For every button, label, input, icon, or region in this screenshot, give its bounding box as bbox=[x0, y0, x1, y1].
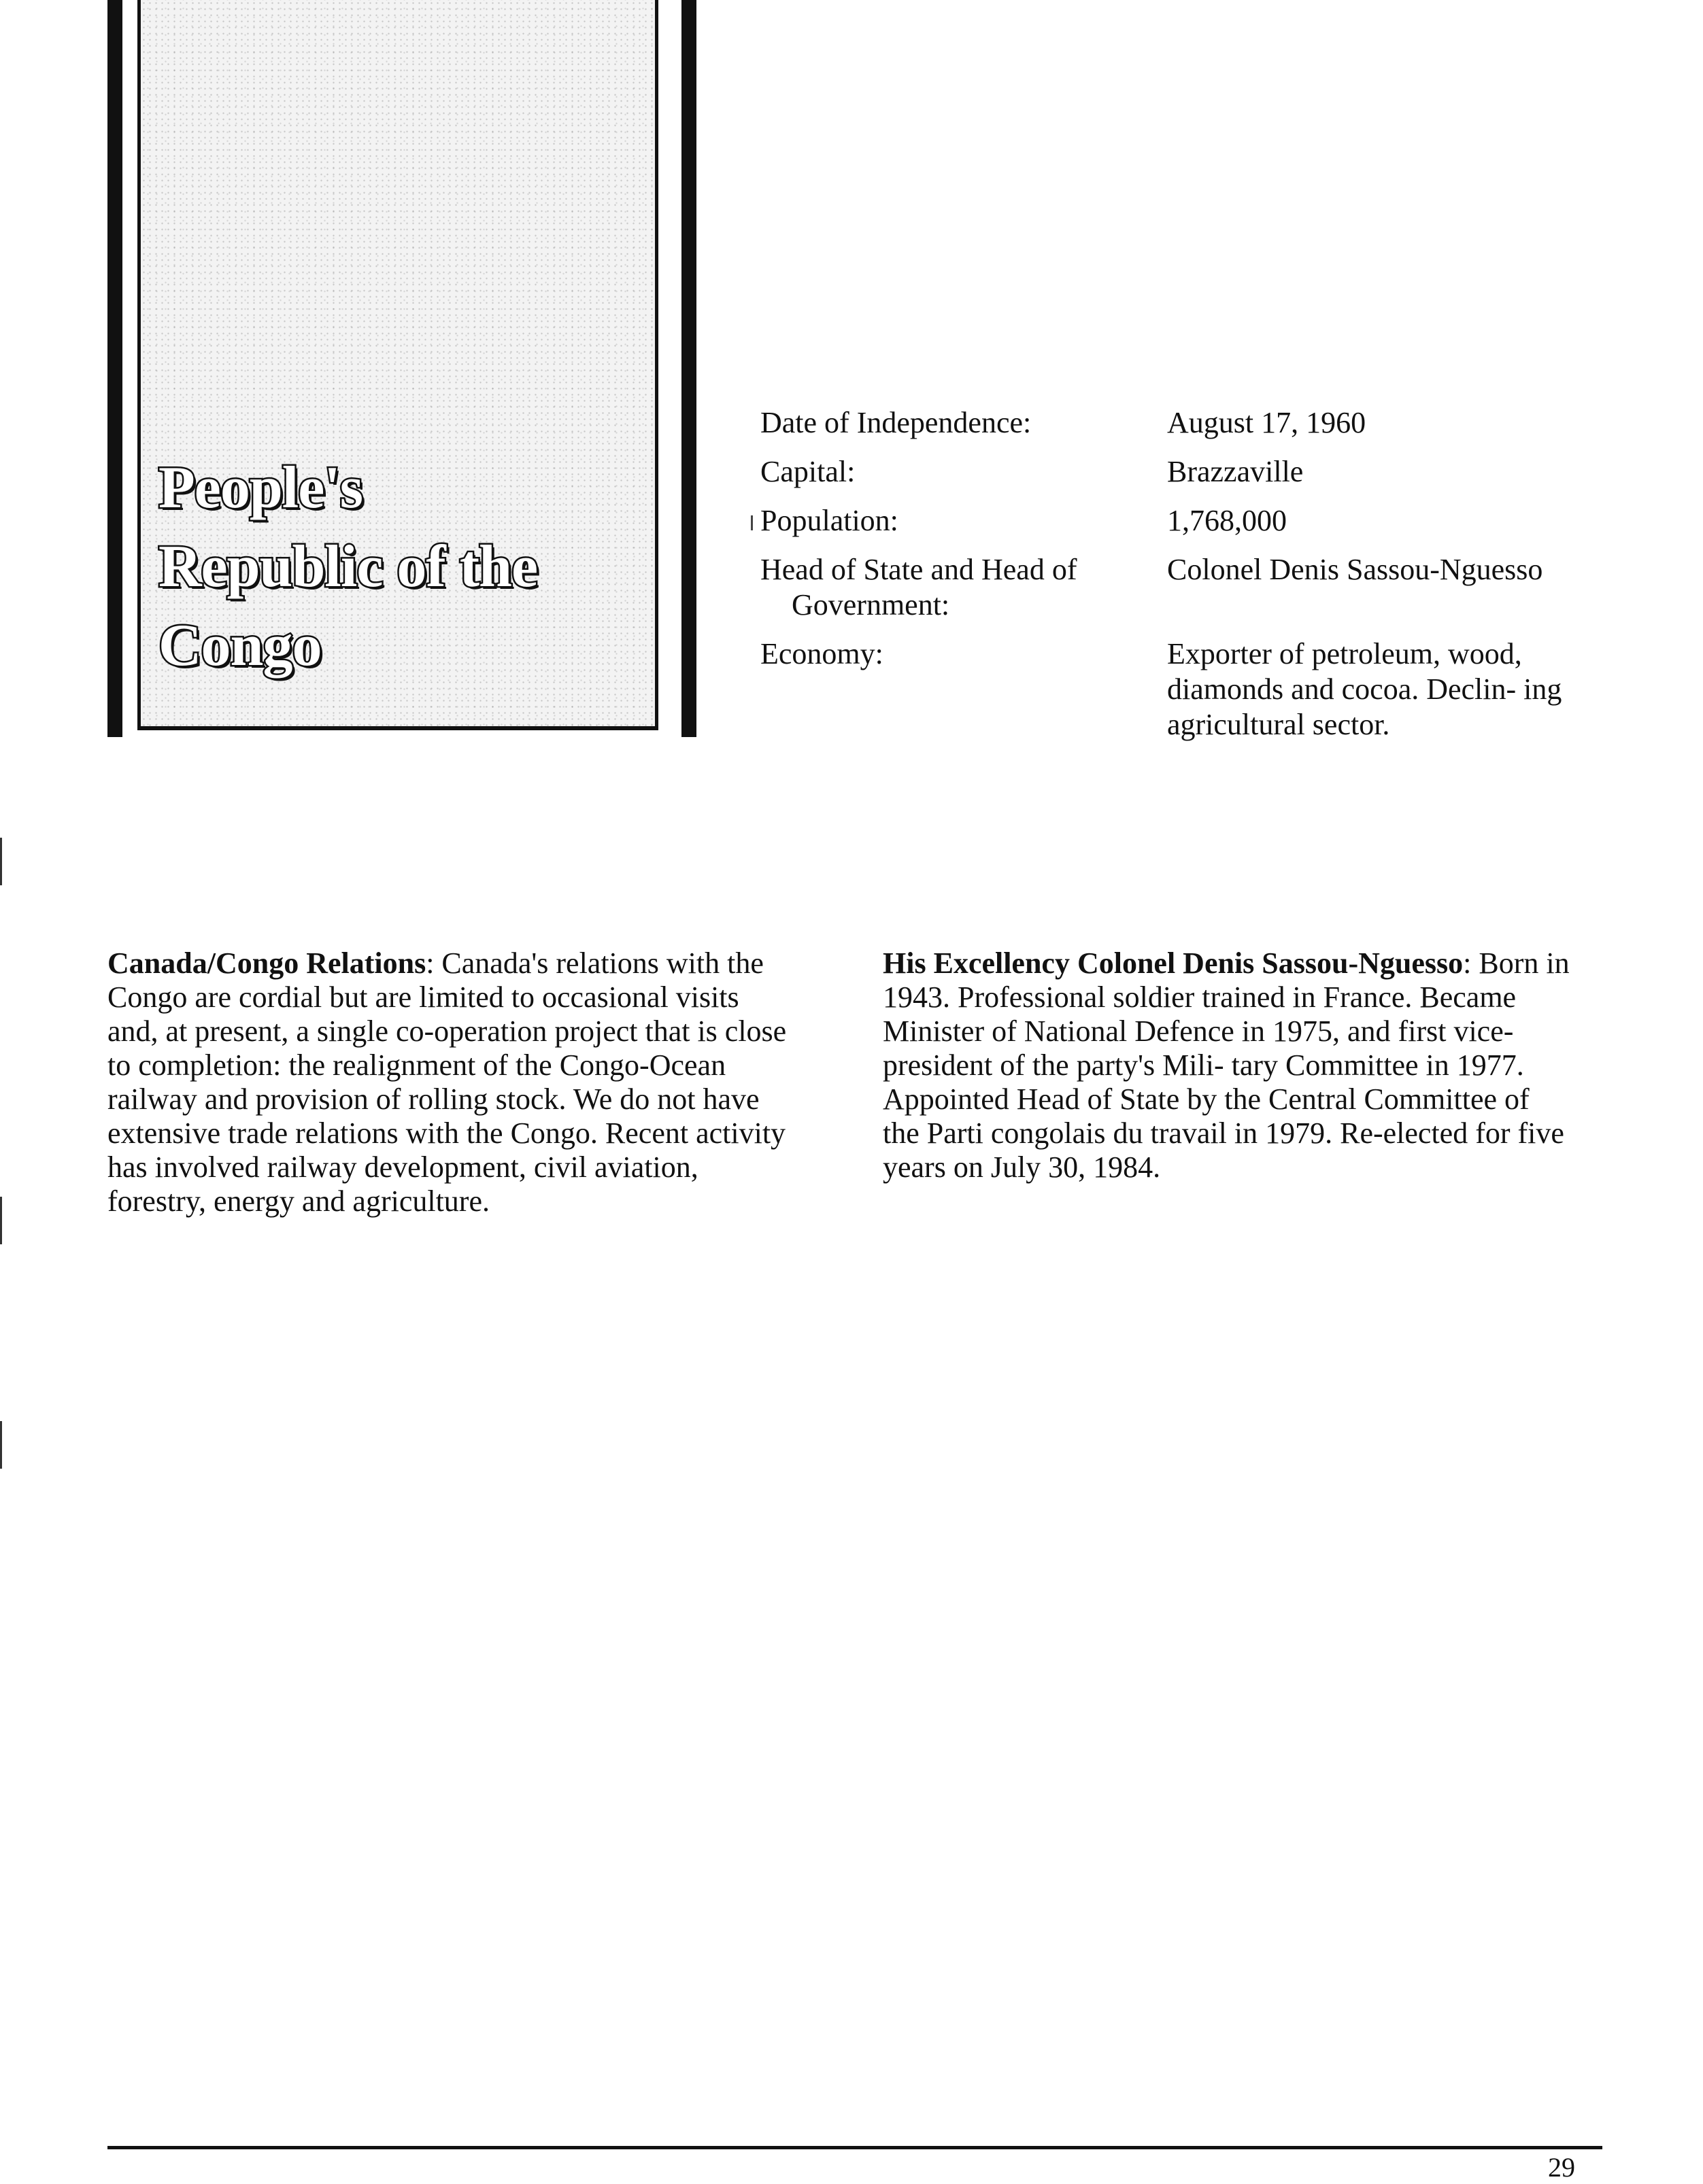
country-title bbox=[158, 449, 537, 685]
fact-label: Population: bbox=[760, 504, 898, 537]
relations-heading: Canada/Congo Relations bbox=[107, 946, 426, 980]
title-line-1: People's bbox=[158, 455, 362, 521]
edge-scan-mark bbox=[0, 838, 2, 885]
biography-heading: His Excellency Colonel Denis Sassou-Nguesso bbox=[883, 946, 1464, 980]
fact-row-independence bbox=[760, 405, 1604, 441]
fact-label: Head of State and Head of Government: bbox=[760, 553, 1077, 621]
fact-row-population bbox=[760, 503, 1604, 539]
fact-label: Capital: bbox=[760, 455, 856, 488]
fact-row-head-of-state bbox=[760, 552, 1604, 623]
fact-value: Exporter of petroleum, wood, diamonds and cocoa. Declin- ing agricultural sector. bbox=[1167, 637, 1562, 741]
relations-paragraph bbox=[107, 946, 788, 1218]
fact-value: Brazzaville bbox=[1167, 455, 1304, 488]
title-panel bbox=[107, 0, 696, 737]
fact-sheet bbox=[760, 405, 1604, 756]
relations-text: : Canada's relations with the Congo are cordial but are limited to occasional visits and, at present, a single co-operation project that is close to completion: the realignment of the Congo-Ocean railway and provision of rolling stock. We do not have extensive trade relations with the Congo. Recent activity has involved railway development, civil aviation, forestry, energy and agriculture. bbox=[107, 946, 787, 1218]
right-border-bar bbox=[681, 0, 696, 737]
fact-value: August 17, 1960 bbox=[1167, 406, 1366, 439]
fact-value: Colonel Denis Sassou-Nguesso bbox=[1167, 553, 1543, 586]
left-border-bar bbox=[107, 0, 122, 737]
page-number: 29 bbox=[1548, 2152, 1575, 2183]
scan-mark bbox=[751, 515, 753, 530]
footer-rule bbox=[107, 2146, 1602, 2149]
fact-label: Date of Independence: bbox=[760, 406, 1032, 439]
biography-text: : Born in 1943. Professional soldier trained in France. Became Minister of National Defence in 1975, and first vice-president of the party's Mili- tary Committee in 1977. Appointed Head of State by the Central Committee of the Parti congolais du travail in 1979. Re-elected for five years on July 30, 1984. bbox=[883, 946, 1570, 1184]
title-box bbox=[137, 0, 658, 730]
title-line-2: Republic of the bbox=[158, 534, 537, 600]
edge-scan-mark bbox=[0, 1197, 2, 1244]
title-line-3: Congo bbox=[158, 613, 322, 679]
biography-paragraph bbox=[883, 946, 1571, 1184]
fact-label: Economy: bbox=[760, 637, 883, 670]
fact-row-economy bbox=[760, 636, 1604, 743]
fact-value: 1,768,000 bbox=[1167, 504, 1287, 537]
fact-row-capital bbox=[760, 454, 1604, 490]
edge-scan-mark bbox=[0, 1421, 2, 1469]
